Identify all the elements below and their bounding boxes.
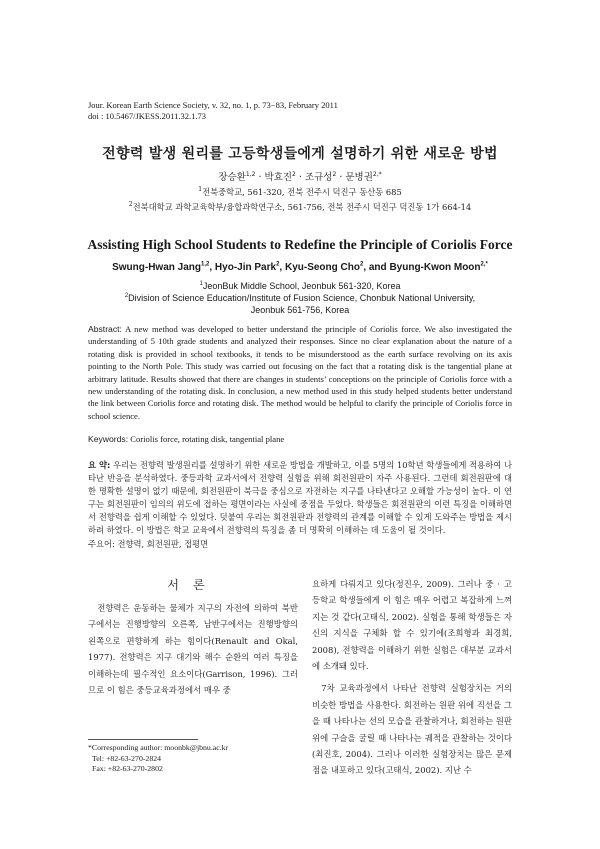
author-name: 장승환 <box>218 172 246 183</box>
affiliation-number: 1 <box>198 186 203 194</box>
body-paragraph: 7차 교육과정에서 나타난 전향력 실험장치는 거의 비슷한 방법을 사용한다. 회전하는 원판 위에 직선을 그을 때 나타나는 선의 모습을 관찰하거나, 회전하는 원판 위에 구슬을 굴릴 때 나타나는 궤적을 관찰하는 것이다(최진호, 2004). 그러나 이러한 실험장치는 많은 문제점을 내포하고 있다(고태식, 2002). 지난 수 <box>312 683 512 776</box>
english-title: Assisting High School Students to Redefine the Principle of Coriolis Force <box>87 237 513 252</box>
korean-abstract-label: 요 약: <box>88 460 111 470</box>
footnote-rule <box>88 739 198 740</box>
affiliation-text: Jeonbuk 561-756, Korea <box>250 305 350 315</box>
author-separator: · <box>336 172 346 183</box>
author-separator: , <box>279 262 285 273</box>
korean-abstract-text: 우리는 전향력 발생원리를 설명하기 위한 새로운 방법을 개발하고, 이를 5명의 10학년 학생들에게 적용하여 나타난 반응을 분석하였다. 중등과학 교과서에서 전향력 실험을 위해 회전원판이 자주 사용된다. 그런데 회전원판에 대한 명확한 설명이 없기 때문에, 회전원판이 북극을 중심으로 자전하는 지구를 나타낸다고 오해할 가능성이 높다. 이 연구는 회전원판이 임의의 위도에 접하는 평면이라는 사실에 중점을 두었다. 학생들은 회전원판의 이런 특징을 이해하면서 전향력을 쉽게 이해할 수 있었다. 덧붙여 우리는 회전원판과 전향력의 관계를 이해할 수 있게 도와주는 방법을 제시하려 하였다. 이 방법은 학교 교육에서 전향력의 특징을 좀 더 명확히 이해하는 데 도움이 될 것이다. <box>88 460 512 535</box>
english-authors <box>0 262 600 273</box>
affiliation-number: 2 <box>124 293 129 299</box>
body-column-left <box>88 600 298 698</box>
keywords-label: Keywords: <box>88 434 129 444</box>
author-name: Byung-Kwon Moon <box>389 262 481 273</box>
korean-keywords <box>88 538 208 550</box>
introduction-heading: 서론 <box>167 578 219 592</box>
korean-authors <box>0 169 600 183</box>
korean-title: 전향력 발생 원리를 고등학생들에게 설명하기 위한 새로운 방법 <box>102 146 498 162</box>
body-column-right <box>312 576 512 779</box>
korean-keywords-text: 전향력, 회전원판, 접평면 <box>114 539 209 549</box>
abstract-text: A new method was developed to better understand the principle of Coriolis force. We also investigated the understanding of 5 10th grade students and analyzed their responses. Since no clear explanation about the nature of a rotating disk is provided in school textbooks, it tends to be misunderstood as the earth surface revolving on its axis pointing to the North Pole. This study was carried out focusing on the fact that a rotating disk is the tangential plane at arbitrary latitude. Results showed that there are changes in students’ conceptions on the principle of Coriolis force with a new understanding of the rotating disk. In conclusion, a new method used in this study helped students better understand the link between Coriolis force and rotating disk. The method would be helpful to clarify the principle of Coriolis force in school science. <box>88 324 512 421</box>
english-keywords <box>88 434 284 444</box>
author-sup: 2,* <box>372 170 382 178</box>
author-sup: 1,2 <box>245 170 256 178</box>
author-name: 조규성 <box>304 172 333 183</box>
author-name: 문병권 <box>345 172 373 183</box>
author-sup: 2 <box>332 170 337 178</box>
journal-header <box>88 100 338 122</box>
author-name: Swung-Hwan Jang <box>112 262 202 273</box>
affiliation-text: JeonBuk Middle School, Jeonbuk 561-320, Korea <box>202 281 401 291</box>
affiliation-number: 1 <box>199 281 203 287</box>
affiliation-text: Division of Science Education/Institute of Fusion Science, Chonbuk National University, <box>128 293 476 303</box>
author-name: Hyo-Jin Park <box>214 262 277 273</box>
affiliation-text: 전북중학교, 561-320, 전북 전주시 덕진구 동산동 685 <box>202 187 402 197</box>
korean-abstract <box>88 459 512 537</box>
journal-doi: doi : 10.5467/JKESS.2011.32.1.73 <box>88 111 206 121</box>
body-paragraph-continued: 요하게 다뤄지고 있다(정진우, 2009). 그러나 중 · 고등학교 학생들에게 이 힘은 매우 어렵고 복잡하게 느껴지는 것 같다(고태식, 2002). 실험을 통해 학생들은 자신의 지식을 구체화 할 수 있기에(조희형과 최경희, 2008), 전향력을 이해하기 위한 실험은 대부분 교과서에 소개돼 있다. <box>312 579 512 672</box>
abstract-label: Abstract: <box>88 324 122 334</box>
corresponding-author: *Corresponding author: moonbk@jbnu.ac.kr <box>88 743 229 752</box>
telephone: Tel: +82-63-270-2824 <box>92 753 162 763</box>
author-name: Kyu-Seong Cho <box>284 262 360 273</box>
author-separator: , and <box>363 262 390 273</box>
body-paragraph: 전향력은 운동하는 물체가 지구의 자전에 의하여 북반구에서는 진행방향의 오른쪽, 남반구에서는 진행방향의 왼쪽으로 편향하게 하는 힘이다(Renault and Okal, 1977). 전향력은 지구 대기와 해수 순환의 여러 특징을 이해하는데 필수적인 요소이다(Garrison, 1996). 그러므로 이 힘은 중등교육과정에서 매우 중 <box>88 603 298 696</box>
author-name: 박효진 <box>264 172 293 183</box>
journal-citation: Jour. Korean Earth Science Society, v. 32, no. 1, p. 73−83, February 2011 <box>88 100 338 110</box>
footnote <box>88 743 228 775</box>
author-separator: · <box>255 172 265 183</box>
author-sup: 2 <box>359 261 364 268</box>
keywords-text: Coriolis force, rotating disk, tangential plane <box>128 434 285 444</box>
english-affiliation-2 <box>0 292 600 316</box>
author-sup: 2 <box>292 170 296 178</box>
affiliation-number: 2 <box>128 201 133 209</box>
korean-affiliation-1 <box>0 186 600 198</box>
author-sup: 2,* <box>480 261 488 268</box>
author-sup: 1,2 <box>201 261 210 268</box>
korean-affiliation-2 <box>0 201 600 213</box>
english-abstract <box>88 323 512 422</box>
english-affiliation-1 <box>0 280 600 292</box>
affiliation-text: 전북대학교 과학교육학부/융합과학연구소, 561-756, 전북 전주시 덕진구 덕진동 1가 664-14 <box>132 202 472 212</box>
author-sup: 2 <box>276 261 280 268</box>
fax: Fax: +82-63-270-2802 <box>92 764 163 773</box>
korean-keywords-label: 주요어: <box>88 539 115 549</box>
author-separator: , <box>209 262 215 273</box>
author-separator: · <box>295 172 305 183</box>
